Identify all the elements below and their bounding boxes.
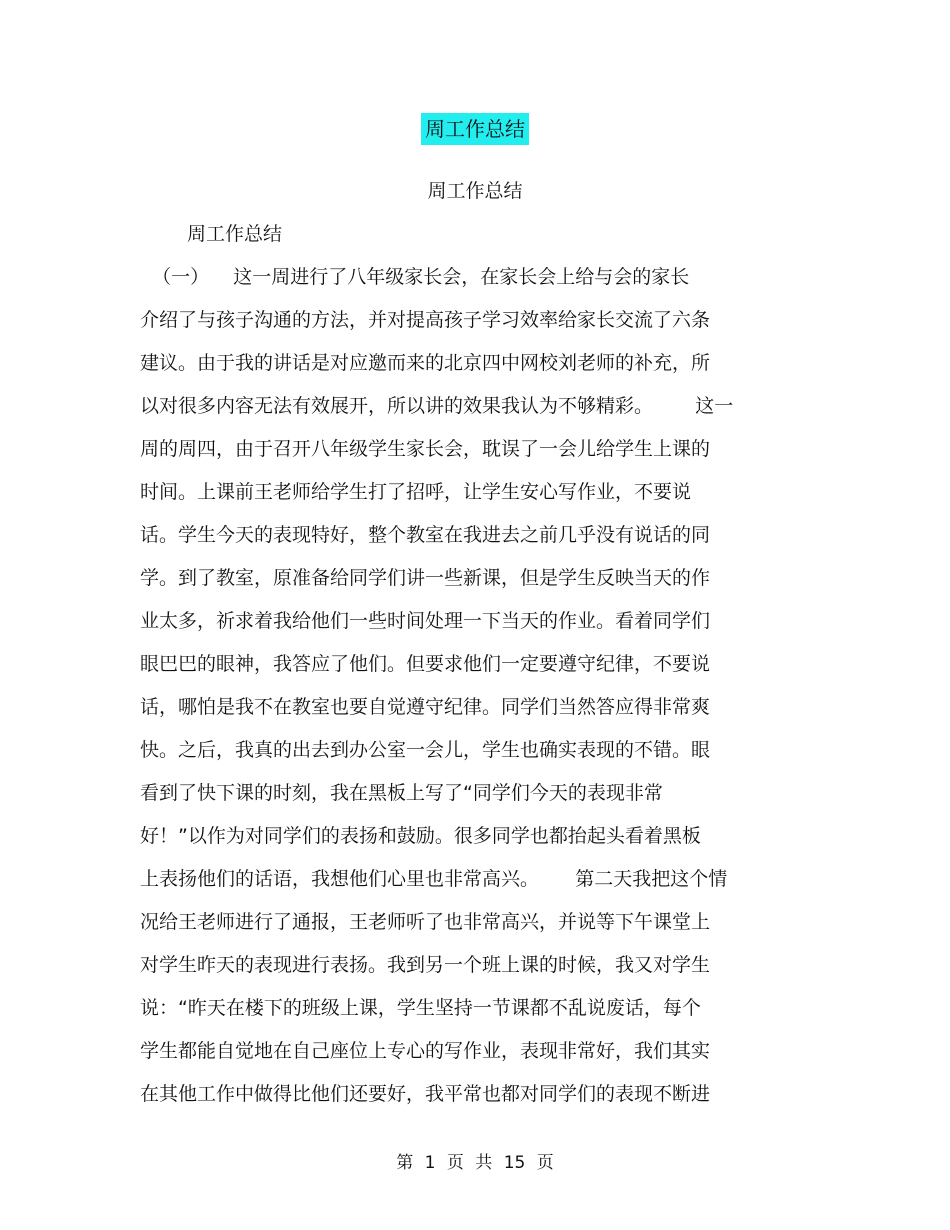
body-line: 时间。上课前王老师给学生打了招呼，让学生安心写作业，不要说 <box>140 481 692 503</box>
body-line: 学。到了教室，原准备给同学们讲一些新课，但是学生反映当天的作 <box>140 567 711 589</box>
body-text <box>140 259 820 1119</box>
body-line: 学生都能自觉地在自己座位上专心的写作业，表现非常好，我们其实 <box>140 1040 711 1062</box>
body-line: 说：“昨天在楼下的班级上课，学生坚持一节课都不乱说废话，每个 <box>140 997 701 1019</box>
body-line: （一） 这一周进行了八年级家长会，在家长会上给与会的家长 <box>140 266 690 288</box>
body-line: 周的周四，由于召开八年级学生家长会，耽误了一会儿给学生上课的 <box>140 438 711 460</box>
page-footer: 第 1 页 共 15 页 <box>396 1153 554 1173</box>
body-line: 建议。由于我的讲话是对应邀而来的北京四中网校刘老师的补充，所 <box>140 352 711 374</box>
body-line: 上表扬他们的话语，我想他们心里也非常高兴。 第二天我把这个情 <box>140 868 728 890</box>
body-line: 对学生昨天的表现进行表扬。我到另一个班上课的时候，我又对学生 <box>140 954 711 976</box>
body-line: 眼巴巴的眼神，我答应了他们。但要求他们一定要遵守纪律，不要说 <box>140 653 711 675</box>
body-line: 快。之后，我真的出去到办公室一会儿，学生也确实表现的不错。眼 <box>140 739 711 761</box>
body-line: 好！”以作为对同学们的表扬和鼓励。很多同学也都抬起头看着黑板 <box>140 825 701 847</box>
section-heading: 周工作总结 <box>187 223 283 245</box>
body-line: 以对很多内容无法有效展开，所以讲的效果我认为不够精彩。 这一 <box>140 395 734 417</box>
document-title: 周工作总结 <box>421 113 529 145</box>
body-line: 介绍了与孩子沟通的方法，并对提高孩子学习效率给家长交流了六条 <box>140 309 711 331</box>
body-line: 话。学生今天的表现特好，整个教室在我进去之前几乎没有说话的同 <box>140 524 711 546</box>
body-line: 况给王老师进行了通报，王老师听了也非常高兴，并说等下午课堂上 <box>140 911 711 933</box>
body-line: 在其他工作中做得比他们还要好，我平常也都对同学们的表现不断进 <box>140 1083 711 1105</box>
body-line: 话，哪怕是我不在教室也要自觉遵守纪律。同学们当然答应得非常爽 <box>140 696 711 718</box>
document-subtitle: 周工作总结 <box>427 180 523 202</box>
body-line: 业太多，祈求着我给他们一些时间处理一下当天的作业。看着同学们 <box>140 610 711 632</box>
body-line: 看到了快下课的时刻，我在黑板上写了“同学们今天的表现非常 <box>140 782 663 804</box>
title-wrap <box>0 113 950 145</box>
